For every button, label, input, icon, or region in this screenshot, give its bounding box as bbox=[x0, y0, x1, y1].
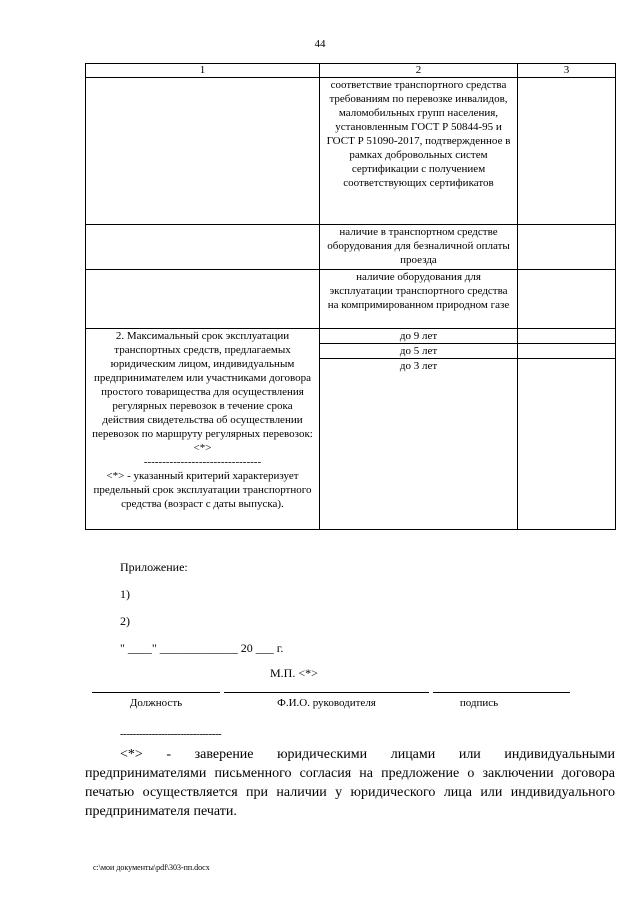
table-cell bbox=[86, 270, 320, 329]
table-row bbox=[86, 225, 616, 270]
option-cell: до 3 лет bbox=[320, 359, 518, 530]
table-header-row bbox=[86, 64, 616, 78]
date-line: " ____" _____________ 20 ___ г. bbox=[120, 641, 284, 655]
table-cell: наличие в транспортном средстве оборудования для безналичной оплаты проезда bbox=[320, 225, 518, 270]
appendix-title: Приложение: bbox=[120, 560, 188, 574]
column-header: 1 bbox=[86, 64, 320, 78]
position-line bbox=[92, 692, 220, 693]
footnote: <*> - заверение юридическими лицами или индивидуальными предпринимателями письменного согласия на предложение о заключении договора печатью осуществляется при наличии у юридического лица или индивидуального предпринимателя печати. bbox=[85, 747, 615, 819]
appendix-item-1: 1) bbox=[120, 587, 130, 601]
table-row bbox=[86, 329, 616, 344]
table-row bbox=[86, 78, 616, 225]
position-label: Должность bbox=[129, 697, 183, 709]
name-line bbox=[224, 692, 429, 693]
criterion-note: <*> - указанный критерий характеризует предельный срок эксплуатации транспортного средства (возраст с даты выпуска). bbox=[93, 470, 312, 510]
appendix-item-2: 2) bbox=[120, 614, 130, 628]
page-number: 44 bbox=[314, 38, 326, 50]
table-cell bbox=[518, 270, 616, 329]
stamp-mark: М.П. <*> bbox=[270, 666, 318, 680]
signature-label: подпись bbox=[459, 697, 499, 709]
table-cell bbox=[86, 225, 320, 270]
table-cell bbox=[518, 78, 616, 225]
table-cell bbox=[518, 344, 616, 359]
table-cell bbox=[518, 329, 616, 344]
table-cell bbox=[518, 359, 616, 530]
table-cell: соответствие транспортного средства требованиям по перевозке инвалидов, маломобильных групп населения, установленным ГОСТ Р 50844-95 и ГОСТ Р 51090-2017, подтвержденное в рамках добровольных систем сертификации с получением соответствующих сертификатов bbox=[320, 78, 518, 225]
file-path: c:\мои документы\pdf\303-пп.docx bbox=[93, 863, 210, 872]
criterion-divider: -------------------------------- bbox=[143, 456, 262, 468]
criterion-cell bbox=[86, 329, 320, 530]
column-header: 3 bbox=[518, 64, 616, 78]
name-label: Ф.И.О. руководителя bbox=[277, 697, 376, 709]
column-header: 2 bbox=[320, 64, 518, 78]
signature-line bbox=[433, 692, 570, 693]
criterion-text: 2. Максимальный срок эксплуатации транспортных средств, предлагаемых юридическим лицом, индивидуальным предпринимателем или участниками договора простого товарищества для осуществления регулярных перевозок в течение срока действия свидетельства об осуществлении перевозок по маршруту регулярных перевозок: <*> bbox=[92, 330, 313, 454]
table-cell bbox=[518, 225, 616, 270]
table-row bbox=[86, 270, 616, 329]
option-cell: до 5 лет bbox=[320, 344, 518, 359]
table-cell: наличие оборудования для эксплуатации транспортного средства на компримированном природном газе bbox=[320, 270, 518, 329]
criteria-table bbox=[85, 63, 616, 530]
table-cell bbox=[86, 78, 320, 225]
footnote-rule: -------------------------------- bbox=[120, 728, 222, 740]
option-cell: до 9 лет bbox=[320, 329, 518, 344]
